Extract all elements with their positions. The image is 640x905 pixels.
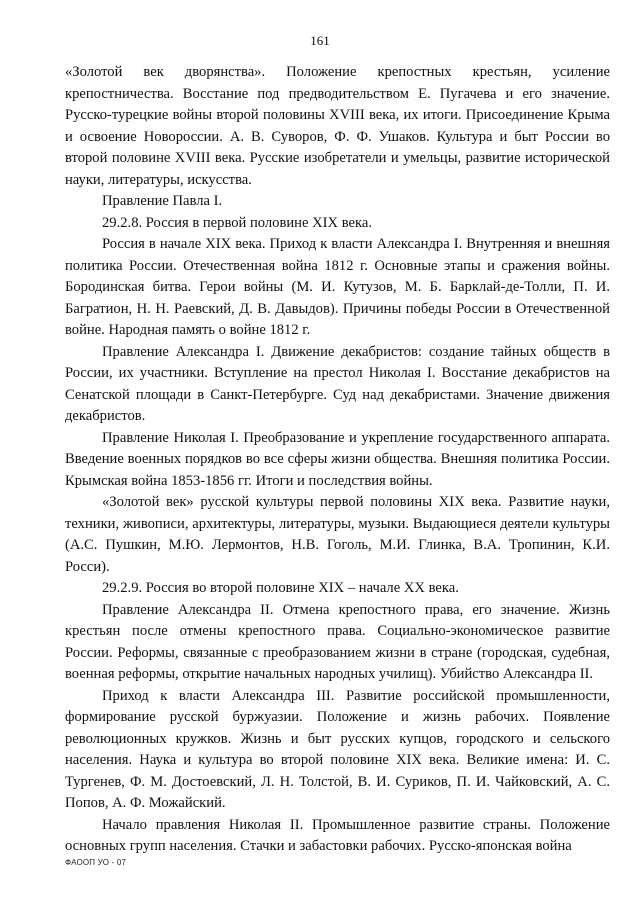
page-number: 161: [310, 33, 330, 48]
paragraph: Россия в начале XIX века. Приход к власти Александра I. Внутренняя и внешняя политика России. Отечественная война 1812 г. Основные этапы и сражения войны. Бородинская битва. Герои войны (М. И. Кутузов, М. Б. Барклай-де-Толли, П. И. Багратион, Н. Н. Раевский, Д. В. Давыдов). Причины победы России в Отечественной войне. Народная память о войне 1812 г.: [65, 236, 610, 338]
paragraph: Правление Павла I.: [102, 193, 223, 209]
paragraph: Правление Александра II. Отмена крепостного права, его значение. Жизнь крестьян после отмены крепостного права. Социально-экономическое развитие России. Реформы, связанные с преобразованием жизни в стране (городская, судебная, военная реформы, открытие начальных народных училищ). Убийство Александра II.: [65, 601, 610, 682]
section-heading: 29.2.9. Россия во второй половине XIX – начале XX века.: [102, 580, 459, 596]
section-heading: 29.2.8. Россия в первой половине XIX века.: [102, 214, 372, 231]
document-body: [65, 62, 610, 858]
page-footer: ФАООП УО - 07: [65, 858, 127, 867]
paragraph: Правление Николая I. Преобразование и укрепление государственного аппарата. Введение военных порядков во все сферы жизни общества. Внешняя политика России. Крымская война 1853-1856 гг. Итоги и последствия войны.: [65, 429, 610, 489]
paragraph: «Золотой век дворянства». Положение крепостных крестьян, усиление крепостничества. Восстание под предводительством Е. Пугачева и его значение. Русско-турецкие войны второй половины XVIII века, их итоги. Присоединение Крыма и освоение Новороссии. А. В. Суворов, Ф. Ф. Ушаков. Культура и быт России во второй половине XVIII века. Русские изобретатели и умельцы, развитие исторической науки, литературы, искусства.: [65, 64, 610, 188]
paragraph: Правление Александра I. Движение декабристов: создание тайных обществ в России, их участники. Вступление на престол Николая I. Восстание декабристов на Сенатской площади в Санкт-Петербурге. Суд над декабристами. Значение движения декабристов.: [65, 343, 610, 424]
paragraph: Начало правления Николая II. Промышленное развитие страны. Положение основных групп населения. Стачки и забастовки рабочих. Русско-японская война: [65, 816, 610, 854]
paragraph: «Золотой век» русской культуры первой половины XIX века. Развитие науки, техники, живописи, архитектуры, литературы, музыки. Выдающиеся деятели культуры (А.С. Пушкин, М.Ю. Лермонтов, Н.В. Гоголь, М.И. Глинка, В.А. Тропинин, К.И. Росси).: [65, 494, 610, 575]
paragraph: Приход к власти Александра III. Развитие российской промышленности, формирование русской буржуазии. Положение и жизнь рабочих. Появление революционных кружков. Жизнь и быт русских купцов, городского и сельского населения. Наука и культура во второй половине XIX века. Великие имена: И. С. Тургенев, Ф. М. Достоевский, Л. Н. Толстой, В. И. Суриков, П. И. Чайковский, А. С. Попов, А. Ф. Можайский.: [65, 687, 610, 811]
